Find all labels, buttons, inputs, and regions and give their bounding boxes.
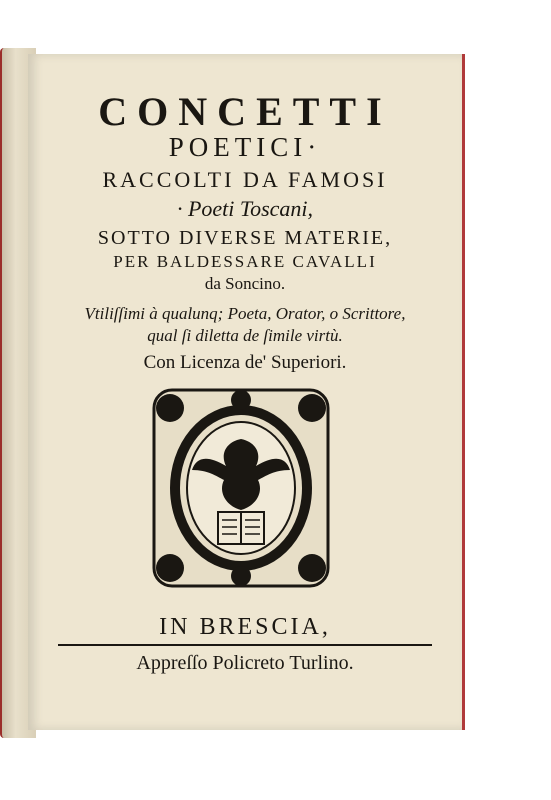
title-line-2: POETICI·: [168, 132, 322, 162]
description-line-2: qual ſi diletta de ſimile virtù.: [147, 326, 343, 345]
author-origin: da Soncino.: [204, 274, 286, 293]
imprint-place: IN BRESCIA,: [159, 614, 331, 640]
subtitle-line-1: RACCOLTI DA FAMOSI: [102, 167, 388, 192]
subtitle-line-2: · Poeti Toscani,: [176, 196, 314, 221]
imprint-printer: Appreſſo Policreto Turlino.: [136, 652, 354, 674]
imprint-rule: [58, 644, 432, 646]
description-line-1: Vtiliſſimi à qualunq; Poeta, Orator, o Scrittore,: [84, 304, 406, 323]
subtitle-line-3: SOTTO DIVERSE MATERIE,: [97, 227, 393, 249]
printers-mark-emblem: [146, 384, 336, 594]
title-line-1: CONCETTI: [98, 89, 392, 134]
book: [0, 40, 470, 740]
title-page: [28, 54, 465, 730]
author-line: PER BALDESSARE CAVALLI: [113, 252, 377, 271]
license-line: Con Licenza de' Superiori.: [143, 352, 347, 373]
